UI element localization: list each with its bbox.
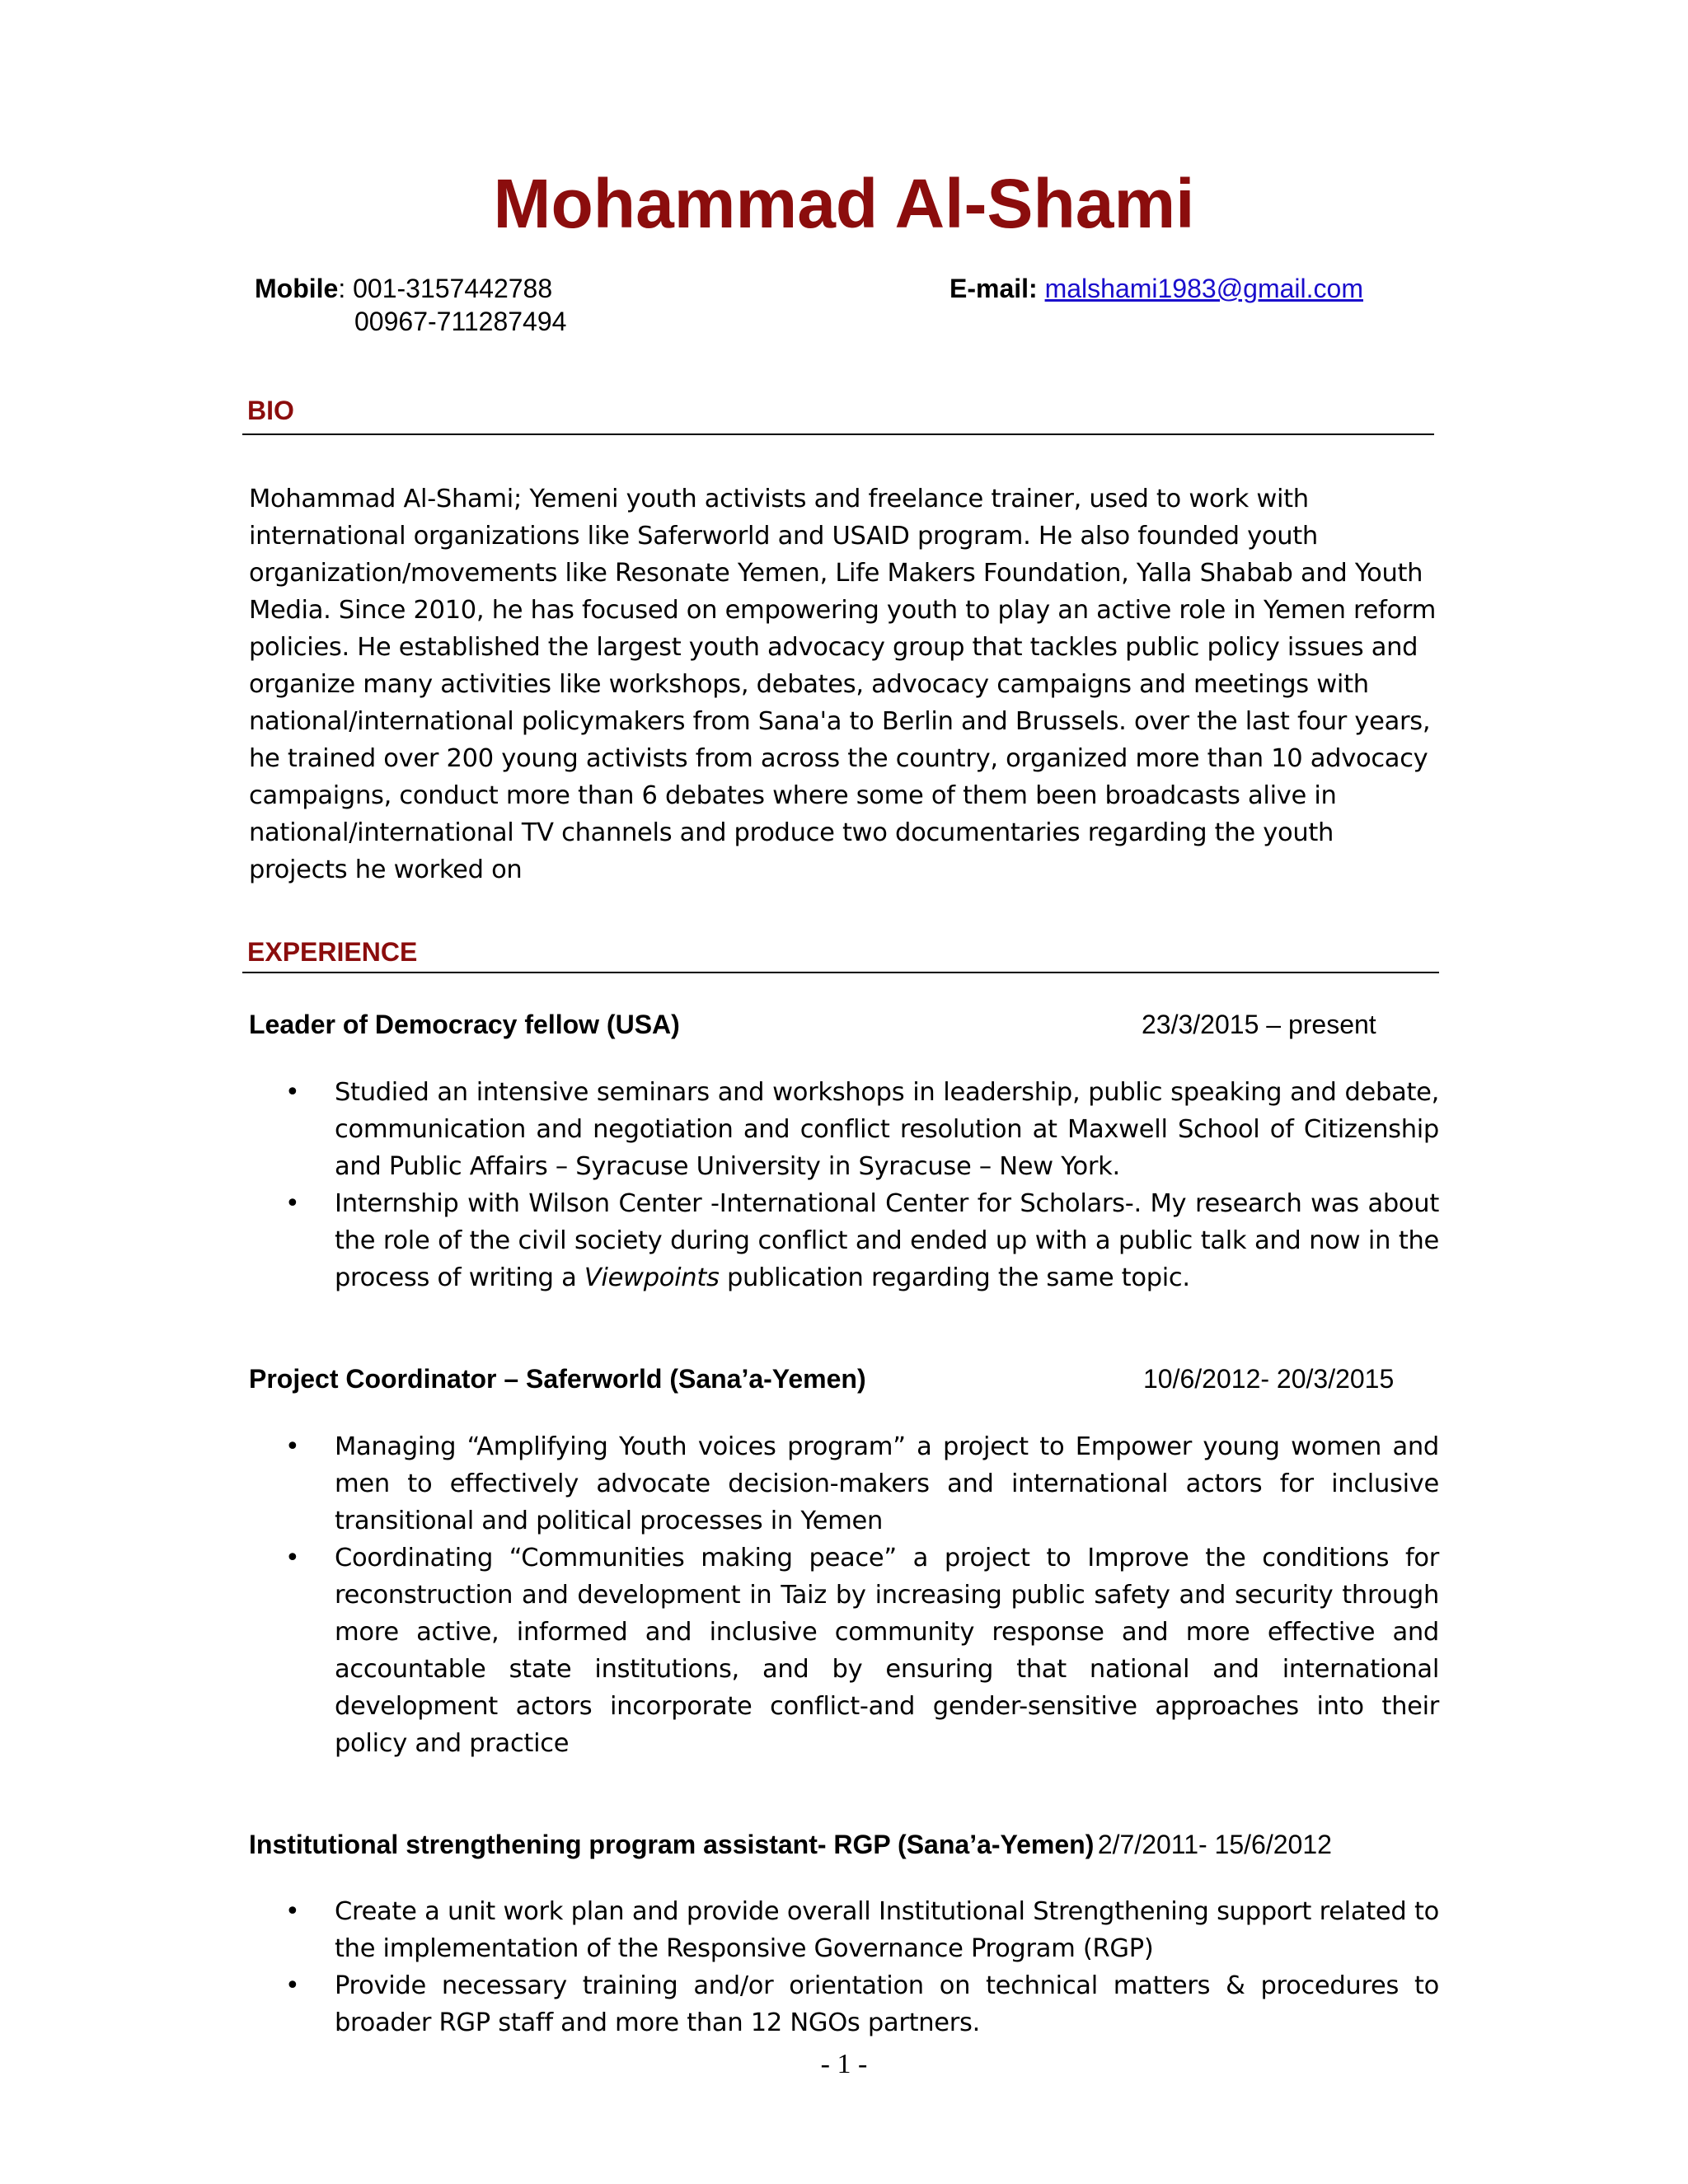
job-dates: 23/3/2015 – present [1142,1010,1376,1039]
bio-text [249,480,1535,888]
bio-line: international organizations like Saferworld and USAID program. He also founded youth [249,522,1318,551]
bio-heading: BIO [247,396,294,425]
job-bullets [249,1074,1439,1296]
bullet-icon: • [285,1189,300,1218]
bio-line: projects he worked on [249,855,523,884]
bio-line: policies. He established the largest youth advocacy group that tackles public policy issues and [249,633,1418,662]
job-title: Leader of Democracy fellow (USA) [249,1010,680,1039]
job-bullets [249,1428,1439,1762]
email-link[interactable]: malshami1983@gmail.com [1044,274,1363,303]
mobile-label: Mobile [255,274,339,303]
bullet-icon: • [285,1897,300,1926]
mobile-number-2: 00967-711287494 [354,307,567,336]
bio-line: organize many activities like workshops, debates, advocacy campaigns and meetings with [249,670,1369,699]
bullet-icon: • [285,1544,300,1572]
mobile-number-1: 001-3157442788 [353,274,553,303]
email-block [950,272,1363,305]
bio-line: Mohammad Al-Shami; Yemeni youth activists and freelance trainer, used to work with [249,485,1309,513]
bullet-icon: • [285,1971,300,2000]
mobile-block [255,272,552,305]
bio-line: he trained over 200 young activists from across the country, organized more than 10 advocacy [249,744,1428,773]
experience-heading: EXPERIENCE [247,937,418,967]
list-item: • Managing “Amplifying Youth voices program” a project to Empower young women and men to effectively advocate decision-makers and international actors for inclusive transitional and political processes in Yemen [249,1428,1439,1540]
list-item: • Create a unit work plan and provide overall Institutional Strengthening support related to the implementation of the Responsive Governance Program (RGP) [249,1893,1439,1967]
page-title: Mohammad Al-Shami [493,165,1195,242]
list-item: • Coordinating “Communities making peace” a project to Improve the conditions for reconstruction and development in Taiz by increasing public safety and security through more active, informed and inclusive community response and more effective and accountable state institutions, and by ensuring that national and international development actors incorporate conflict-and gender-sensitive approaches into their policy and practice [249,1540,1439,1762]
experience-divider [242,972,1439,973]
job-header [249,1828,1332,1861]
email-label: E-mail: [950,274,1038,303]
job-title: Institutional strengthening program assistant- RGP (Sana’a-Yemen) [249,1830,1095,1859]
bio-divider [242,434,1434,435]
mobile-separator: : [338,274,354,303]
job-title: Project Coordinator – Saferworld (Sana’a-Yemen) [249,1364,866,1394]
bio-line: national/international TV channels and produce two documentaries regarding the youth [249,818,1334,847]
bio-line: campaigns, conduct more than 6 debates where some of them been broadcasts alive in [249,781,1337,810]
job-bullets [249,1893,1439,2041]
list-item: • Provide necessary training and/or orientation on technical matters & procedures to broader RGP staff and more than 12 NGOs partners. [249,1967,1439,2041]
bio-line: organization/movements like Resonate Yemen, Life Makers Foundation, Yalla Shabab and Youth [249,559,1423,588]
bio-line: national/international policymakers from Sana'a to Berlin and Brussels. over the last four years, [249,707,1431,736]
bullet-icon: • [285,1078,300,1107]
list-item: • Internship with Wilson Center -International Center for Scholars-. My research was about the role of the civil society during conflict and ended up with a public talk and now in the process of writing a Viewpoints publication regarding the same topic. [249,1185,1439,1296]
list-item: • Studied an intensive seminars and workshops in leadership, public speaking and debate, communication and negotiation and conflict resolution at Maxwell School of Citizenship and Public Affairs – Syracuse University in Syracuse – New York. [249,1074,1439,1185]
bullet-icon: • [285,1432,300,1461]
page-number: - 1 - [820,2049,868,2079]
job-dates: 10/6/2012- 20/3/2015 [1143,1364,1395,1394]
bio-line: Media. Since 2010, he has focused on empowering youth to play an active role in Yemen reform [249,596,1436,625]
job-dates: 2/7/2011- 15/6/2012 [1097,1830,1332,1859]
